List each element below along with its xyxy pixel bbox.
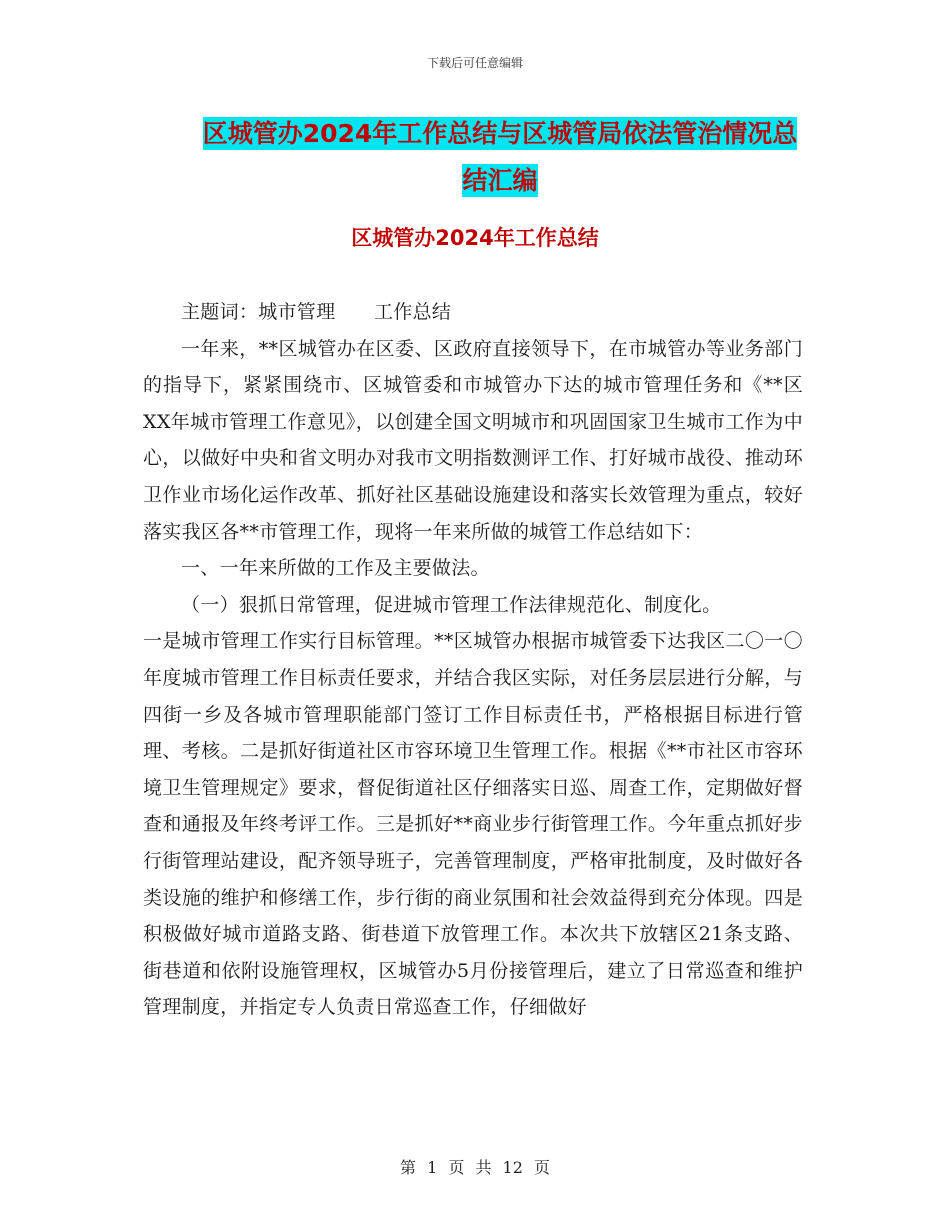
section-title: 区城管办2024年工作总结	[351, 226, 599, 250]
heading-level-1: 一、一年来所做的工作及主要做法。	[181, 557, 490, 580]
document-title-line-2: 结汇编	[462, 166, 538, 195]
body-paragraph: 一是城市管理工作实行目标管理。**区城管办根据市城管委下达我区二〇一〇年度城市管理工作目标责任要求，并结合我区实际，对任务层层进行分解，与四街一乡及各城市管理职能部门签订工作目标责任书，严格根据目标进行管理、考核。二是抓好街道社区市容环境卫生管理工作。根据《**市社区市容环境卫生管理规定》要求，督促街道社区仔细落实日巡、周查工作，定期做好督查和通报及年终考评工作。三是抓好**商业步行街管理工作。今年重点抓好步行街管理站建设，配齐领导班子，完善管理制度，严格审批制度，及时做好各类设施的维护和修缮工作，步行街的商业氛围和社会效益得到充分体现。四是积极做好城市道路支路、街巷道下放管理工作。本次共下放辖区21条支路、街巷道和依附设施管理权，区城管办5月份接管理后，建立了日常巡查和维护管理制度，并指定专人负责日常巡查工作，仔细做好	[143, 630, 803, 1019]
document-title-line-1: 区城管办2024年工作总结与区城管局依法管治情况总	[202, 119, 798, 148]
header-note: 下载后可任意编辑	[426, 56, 523, 70]
document-title	[150, 110, 850, 204]
page-number: 第 1 页 共 12 页	[400, 1158, 550, 1177]
heading-level-2: （一）狠抓日常管理，促进城市管理工作法律规范化、制度化。	[181, 593, 722, 616]
keywords-line: 主题词：城市管理 工作总结	[181, 301, 452, 323]
document-body	[143, 294, 803, 1026]
intro-paragraph: 一年来，**区城管办在区委、区政府直接领导下，在市城管办等业务部门的指导下，紧紧围绕市、区城管委和市城管办下达的城市管理任务和《**区XX年城市管理工作意见》，以创建全国文明城市和巩固国家卫生城市工作为中心，以做好中央和省文明办对我市文明指数测评工作、打好城市战役、推动环卫作业市场化运作改革、抓好社区基础设施建设和落实长效管理为重点，较好落实我区各**市管理工作，现将一年来所做的城管工作总结如下：	[143, 337, 803, 543]
